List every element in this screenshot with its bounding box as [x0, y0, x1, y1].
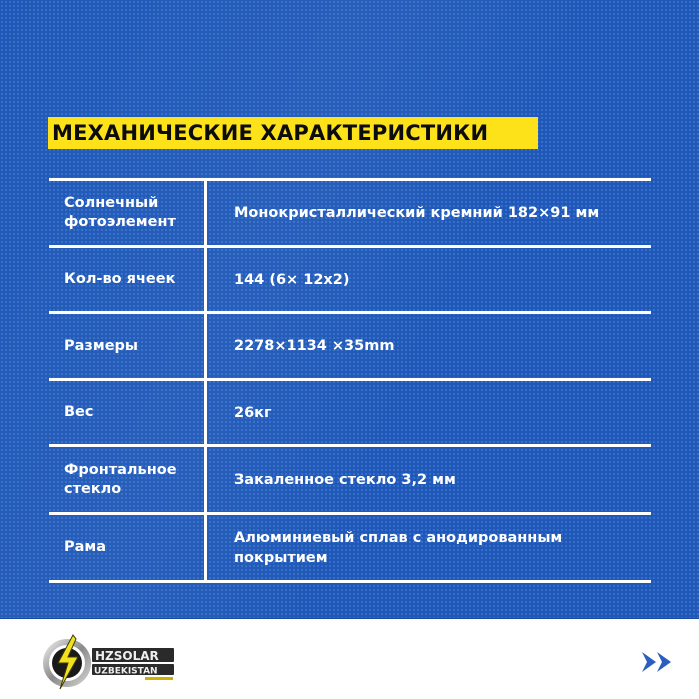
column-divider	[204, 178, 207, 580]
spec-value: 2278×1134 ×35mm	[234, 338, 395, 354]
spec-label: Размеры	[64, 337, 139, 354]
table-row	[49, 378, 651, 444]
lightning-ring-icon	[40, 633, 180, 691]
spec-label: Фронтальное стекло	[64, 461, 177, 497]
table-row	[49, 512, 651, 583]
hzsolar-logo	[40, 633, 180, 691]
svg-text:UZBEKISTAN: UZBEKISTAN	[94, 666, 158, 677]
spec-label: Вес	[64, 404, 94, 420]
spec-value: Монокристаллический кремний 182×91 мм	[234, 205, 600, 221]
spec-value: 26кг	[234, 404, 272, 421]
next-button[interactable]	[640, 650, 676, 674]
spec-label: Кол-во ячеек	[64, 271, 176, 287]
spec-value: 144 (6× 12x2)	[234, 271, 350, 288]
specs-table	[49, 178, 651, 583]
svg-text:HZSOLAR: HZSOLAR	[95, 649, 159, 663]
table-row	[49, 245, 651, 311]
table-row	[49, 311, 651, 378]
table-row	[49, 178, 651, 245]
spec-label: Рама	[64, 539, 107, 555]
page-title: МЕХАНИЧЕСКИЕ ХАРАКТЕРИСТИКИ	[48, 117, 538, 149]
spec-value: Алюминиевый сплав с анодированным покрытием	[234, 529, 563, 566]
spec-value: Закаленное стекло 3,2 мм	[234, 471, 456, 488]
double-chevron-right-icon	[640, 650, 676, 674]
table-row	[49, 444, 651, 512]
spec-label: Солнечный фотоэлемент	[64, 195, 176, 230]
